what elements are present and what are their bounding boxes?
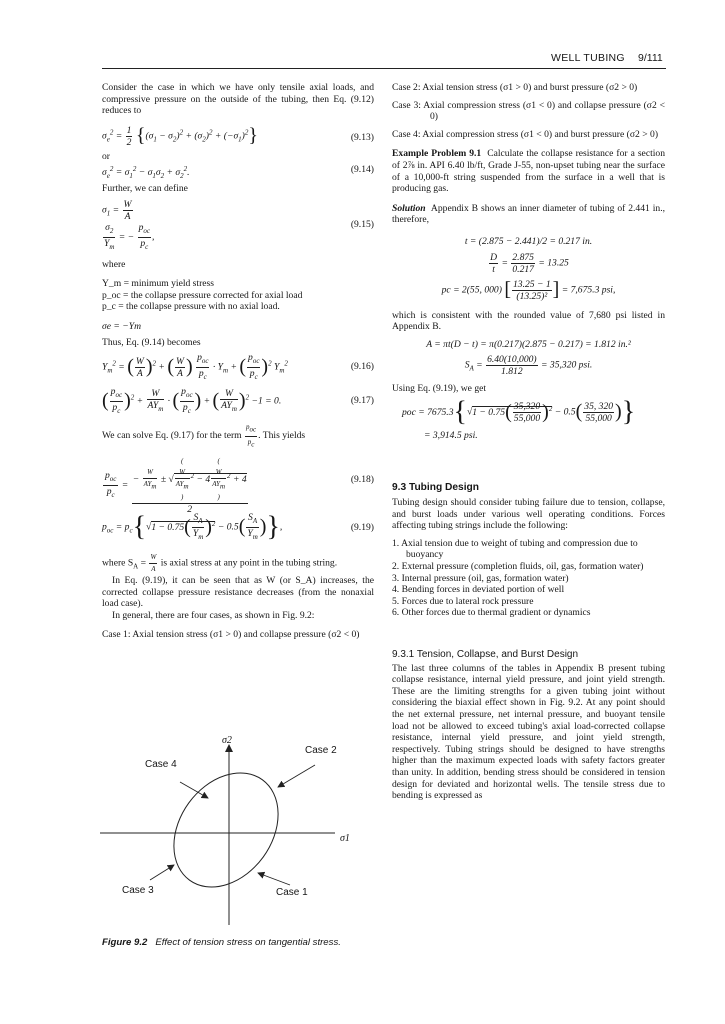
stress-diagram xyxy=(100,735,380,935)
equation-number: (9.16) xyxy=(350,361,374,373)
where-sa-pre: where S xyxy=(102,557,134,569)
sigma1-label: σ1 xyxy=(340,833,350,844)
list-item: 3. Internal pressure (oil, gas, formation water) xyxy=(392,572,569,584)
or-text: or xyxy=(102,150,110,162)
solution-label: Solution xyxy=(392,202,426,214)
case2-label: Case 2 xyxy=(305,745,337,756)
paragraph-four-cases: In general, there are four cases, as shown in Fig. 9.2: xyxy=(112,609,315,621)
sa-equation: $S_A$ = $\frac{6.40(10,000)}{1.812}$ = 35,320 psi. xyxy=(464,354,593,378)
intro-paragraph: Consider the case in which we have only tensile axial loads, and compressive pressure on the outside of the tubing, then Eq. (9.12) reduces to xyxy=(102,82,374,117)
equation-9-13: $\sigma_e^2$ = $\frac{1}{2}$ $\{(\sigma_1 - \sigma_2)^2 + (\sigma_2)^2 + (-\sigma_1)^2\}$ (9.13) xyxy=(102,124,374,148)
definition-poc: p_oc = the collapse pressure corrected for axial load xyxy=(102,289,303,301)
list-item: 2. External pressure (completion fluids, oil, gas, formation water) xyxy=(392,561,644,573)
pc-equation: pc = 2(55, 000) [ $\frac{13.25 - 1}{\text{(13.25)²}}$ ] = 7,675.3 psi, xyxy=(441,278,616,302)
where-text: where xyxy=(102,258,126,270)
sigma-e-equation: σe = −Ym xyxy=(102,321,141,333)
d-over-t-equation: $\frac{D}{t}$ = $\frac{2.875}{0.217}$ = 13.25 xyxy=(490,251,569,275)
list-item: 6. Other forces due to thermal gradient or dynamics xyxy=(392,607,591,619)
case4-label: Case 4 xyxy=(145,759,177,770)
figure-9-2 xyxy=(100,735,380,935)
poc-equation: poc = 7675.3{√1 − 0.75( $\frac{35,320}{55,000}$ )$^2$ − 0.5( $\frac{35, 320}{55,000}$ )} xyxy=(402,396,636,428)
left-column xyxy=(102,82,374,641)
case3-label: Case 3 xyxy=(122,885,154,896)
list-item: 1. Axial tension due to weight of tubing and compression due to buoyancy xyxy=(392,537,638,561)
case1-arrow xyxy=(258,873,290,885)
list-item: 4. Bending forces in deviated portion of well xyxy=(392,584,565,596)
poc-d1: 55,000 xyxy=(513,412,541,424)
equation-9-17: ( $\frac{p_{oc}}{p_c}$ )$^2$ + $\frac{W}{AY_m}$ · ( $\frac{p_{oc}}{p_c}$ ) + ( $\frac{W}{AY_m}$ )$^2$ −1 = 0. (9.17) xyxy=(102,386,374,416)
definition-ym: Y_m = minimum yield stress xyxy=(102,278,215,290)
equation-number: (9.18) xyxy=(350,474,374,485)
solve-text-a: We can solve Eq. (9.17) for the term xyxy=(102,430,242,442)
running-title: WELL TUBING xyxy=(551,52,625,64)
sa-num: 6.40(10,000) xyxy=(487,354,537,366)
case-1-text: Case 1: Axial tension stress (σ1 > 0) and collapse pressure (σ2 < 0) xyxy=(102,629,360,641)
equation-number: (9.17) xyxy=(350,395,374,407)
pc-num: 13.25 − 1 xyxy=(512,278,551,290)
where-sa-text: where $S_A$ = $\frac{W}{A}$ is axial stress at any point in the tubing string. xyxy=(102,553,338,573)
d-num: 2.875 xyxy=(512,251,534,263)
example-text: Calculate the collapse resistance for a section of 2⅞ in. API 6.40 lb/ft, Grade J-55, non-upset tubing near the surface of a 10,000-ft string suspended from the surface in a well that is producing gas. xyxy=(392,148,666,195)
example-label: Example Problem 9.1 xyxy=(392,148,482,160)
case4-arrow xyxy=(180,782,208,798)
definition-pc: p_c = the collapse pressure with no axial load. xyxy=(102,301,280,313)
page-header xyxy=(0,50,725,70)
pc-den: (13.25)² xyxy=(516,290,548,302)
consistent-text: which is consistent with the rounded value of 7,680 psi listed in Appendix B. xyxy=(392,309,665,333)
solve-text: We can solve Eq. (9.17) for the term $\frac{p_{oc}}{p_c}$ . This yields xyxy=(102,423,306,448)
caption-label: Figure 9.2 xyxy=(102,937,148,948)
case2-arrow xyxy=(278,765,315,787)
right-column xyxy=(392,82,665,802)
area-equation: A = πt(D − t) = π(0.217)(2.875 − 0.217) = 1.812 in.² xyxy=(426,338,631,350)
poc-pre: poc = 7675.3 xyxy=(402,406,454,418)
equation-9-16: $Y_m^2$ = ( $\frac{W}{A}$ )$^2$ + ( $\frac{W}{A}$ ) $\frac{p_{oc}}{p_c}$ · $Y_m$ + ( $\frac{p_{oc}}{p_c}$ )$^2$ $Y_m^2$ (9.16) xyxy=(102,352,374,382)
example-problem xyxy=(392,148,665,194)
d-result: = 13.25 xyxy=(538,257,569,269)
poc-result: = 3,914.5 psi. xyxy=(424,429,478,441)
pc-pre: pc = 2(55, 000) xyxy=(441,284,502,296)
pc-result: = 7,675.3 psi, xyxy=(561,284,616,296)
section-9-3-1-heading: 9.3.1 Tension, Collapse, and Burst Design xyxy=(392,649,579,661)
poc-d2: 55,000 xyxy=(585,412,612,424)
solution xyxy=(392,203,665,226)
case1-label: Case 1 xyxy=(276,887,308,898)
equation-number: (9.19) xyxy=(350,522,374,533)
case-2-text: Case 2: Axial tension stress (σ1 > 0) and burst pressure (σ2 > 0) xyxy=(392,82,638,93)
equation-9-15: $\sigma_1$ = $\frac{W}{A}$ $\frac{\sigma_2}{Y_m}$ = − $\frac{p_{oc}}{p_c}$ , (9.15) xyxy=(102,198,374,251)
sa-den: 1.812 xyxy=(501,366,523,378)
further-text: Further, we can define xyxy=(102,183,188,195)
list-item: 5. Forces due to lateral rock pressure xyxy=(392,595,534,607)
section-9-3-heading: 9.3 Tubing Design xyxy=(392,481,479,493)
caption-text: Effect of tension stress on tangential stress. xyxy=(155,937,341,948)
equation-number: (9.13) xyxy=(350,131,374,143)
figure-caption xyxy=(102,937,341,948)
thus-text: Thus, Eq. (9.14) becomes xyxy=(102,336,201,348)
case-3-text: Case 3: Axial compression stress (σ1 < 0) and collapse pressure (σ2 < 0) xyxy=(392,99,665,123)
page-number: 9/111 xyxy=(638,52,663,64)
equation-9-18: $\frac{p_{oc}}{p_c}$ = − $\frac{W}{AY_m}$ ± √( W $AY_m$ )$^2$ − 4( W $AY_m$ )$^2$ + 4 2 (9.18) xyxy=(105,457,374,516)
case3-arrow xyxy=(150,865,174,880)
equation-9-14: $\sigma_e^2 = \sigma_1^2 - \sigma_1\sigma_2 + \sigma_2^2$. (9.14) xyxy=(102,164,374,181)
t-equation: t = (2.875 − 2.441)/2 = 0.217 in. xyxy=(464,235,593,247)
definition-list xyxy=(102,278,374,313)
case-4-text: Case 4: Axial compression stress (σ1 < 0) and burst pressure (σ2 > 0) xyxy=(392,128,659,140)
equation-number: (9.14) xyxy=(350,164,374,176)
failure-ellipse xyxy=(152,753,299,907)
header-rule xyxy=(102,68,666,69)
where-sa-post: is axial stress at any point in the tubing string. xyxy=(160,557,338,569)
equation-number: (9.15) xyxy=(350,218,374,230)
forces-list xyxy=(392,538,665,619)
using-text: Using Eq. (9.19), we get xyxy=(392,383,487,395)
sigma2-label: σ2 xyxy=(222,735,232,746)
poc-n2: 35, 320 xyxy=(584,400,614,412)
section-9-3-1-text: The last three columns of the tables in Appendix B present tubing collapse resistance, internal yield pressure, and joint yield strength. These are the limiting strengths for a given tubing joint without considering the biaxial effect shown in Fig. 9.2. At any point should the net external pressure, net internal pressure, and buoyant tensile load not be allowed to exceed tubing's axial load-corrected collapse resistance, internal yield pressure, and joint yield strength, respectively. Tubing strings should be designed to have strengths higher than the maximum expected loads with safety factors greater than unity. In addition, bending stress should be considered in tension design for deviated and horizontal wells. The tensile stress due to bending is expressed as xyxy=(392,662,665,802)
sa-result: = 35,320 psi. xyxy=(541,360,593,372)
solve-text-b: . This yields xyxy=(258,430,306,442)
d-den: 0.217 xyxy=(512,263,534,275)
solution-text: Appendix B shows an inner diameter of tubing of 2.441 in., therefore, xyxy=(392,202,665,226)
section-9-3-text: Tubing design should consider tubing failure due to tension, collapse, and burst loads under various well operating conditions. Forces affecting tubing strings include the following: xyxy=(392,497,665,532)
equation-9-19: $p_{oc} = p_c\{√1 - 0.75$( $\frac{S_A}{Y_m}$ )$^2$ − 0.5( $\frac{S_A}{Y_m}$ )}, (9.19) xyxy=(102,511,374,543)
poc-n1: 35,320 xyxy=(513,400,541,412)
paragraph-eq919: In Eq. (9.19), it can be seen that as W (or S_A) increases, the corrected collapse pressure resistance decreases (from the nonaxial load case). xyxy=(102,575,374,610)
